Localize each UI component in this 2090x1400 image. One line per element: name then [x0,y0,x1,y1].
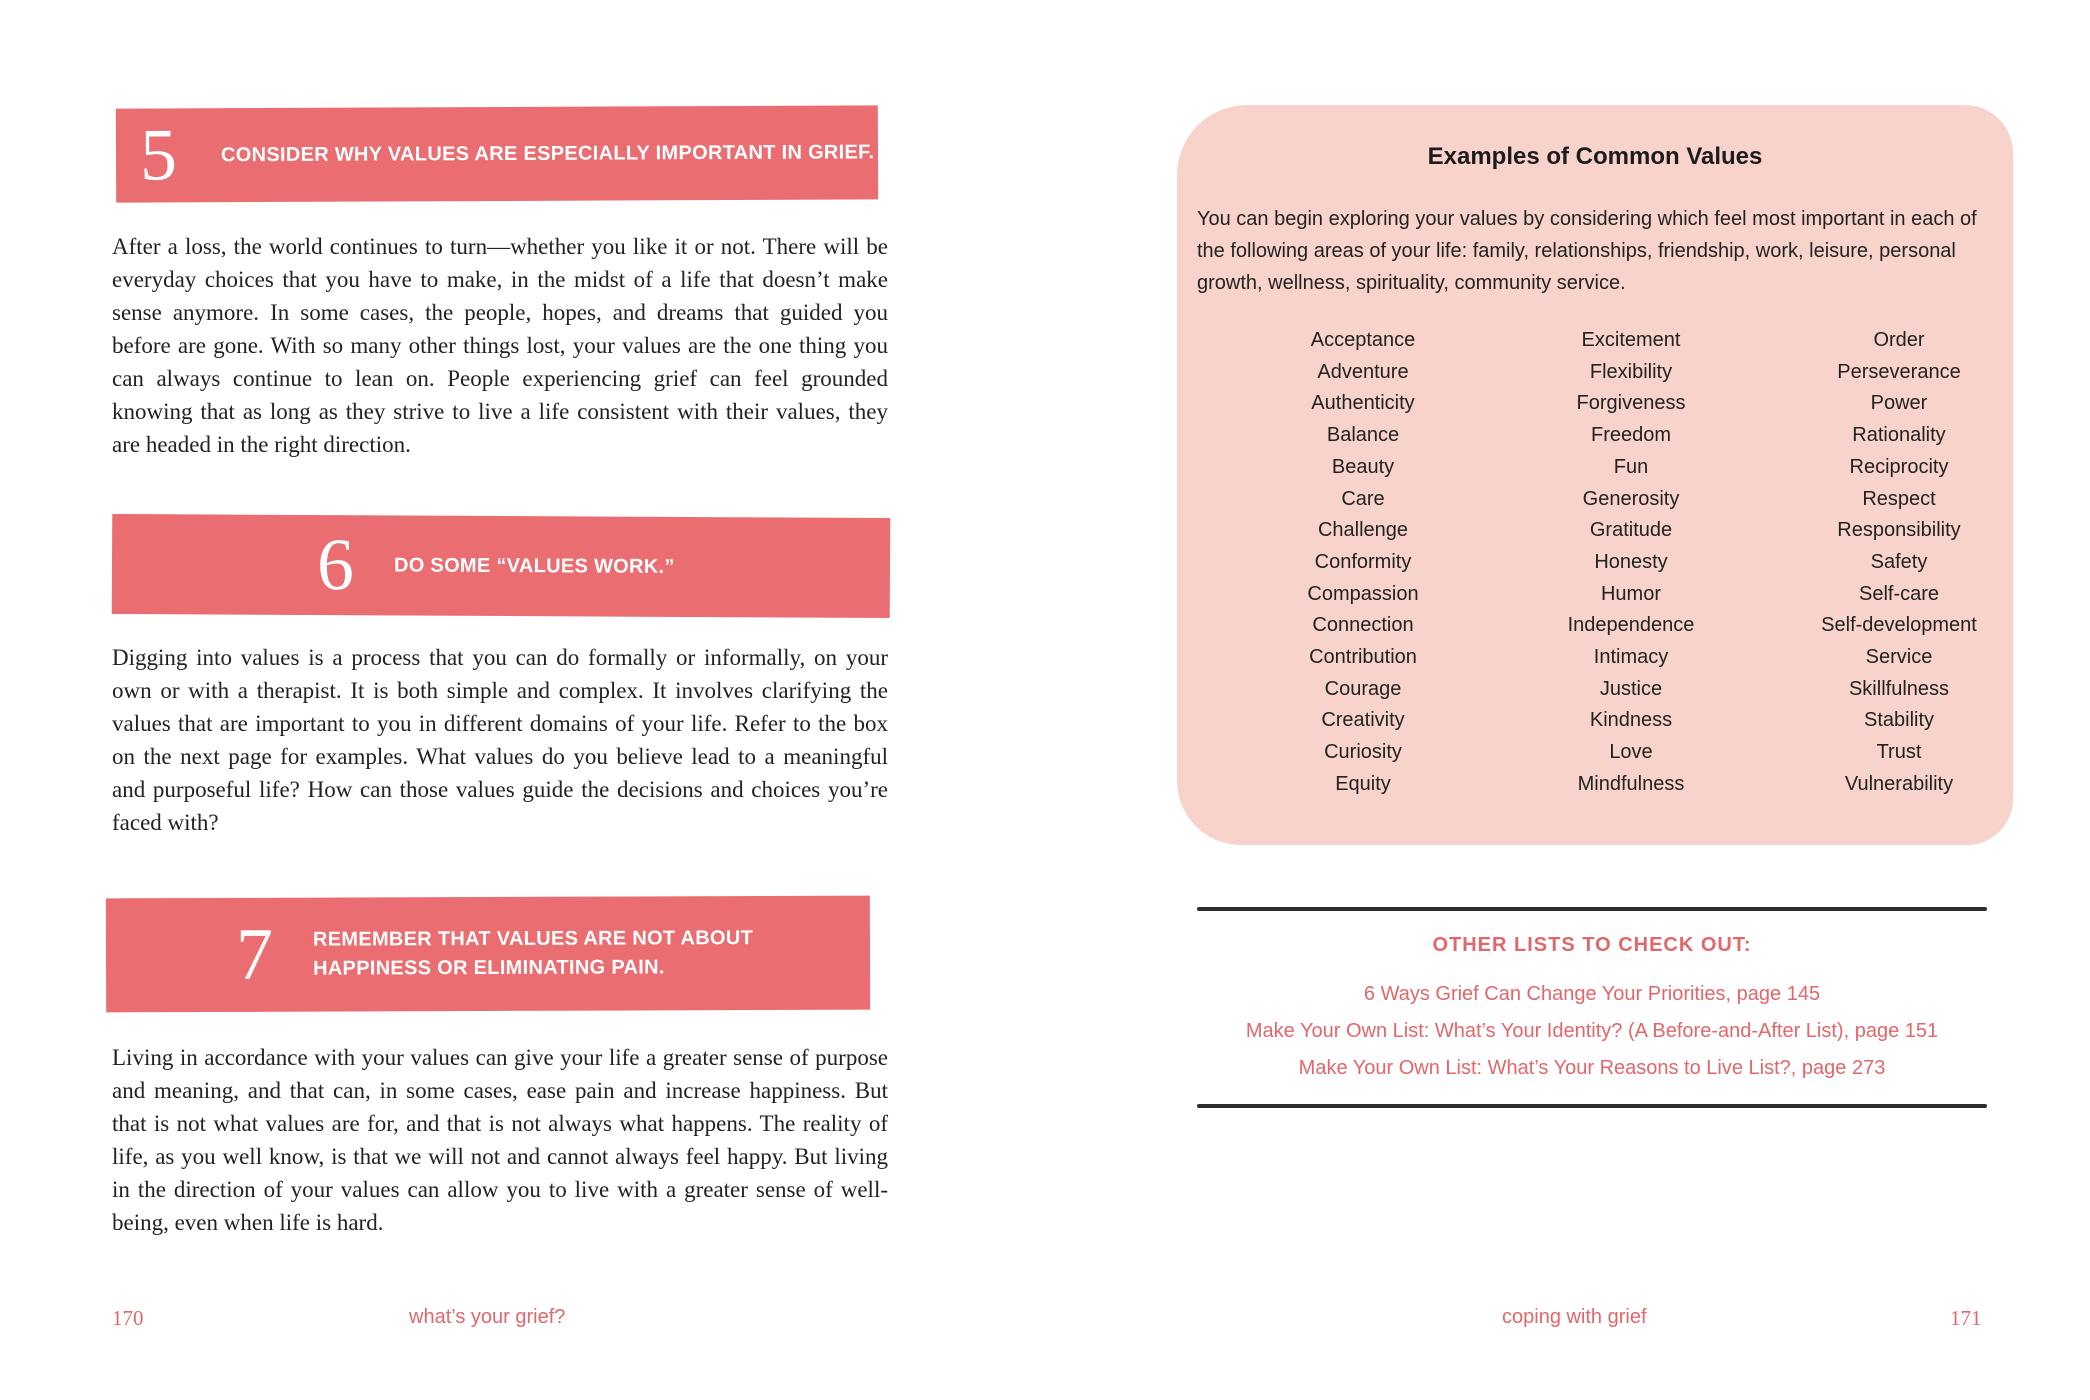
value-item: Humor [1600,582,1661,605]
other-lists [1165,976,2019,1087]
value-item: Compassion [1307,582,1419,605]
section-5-banner [116,105,878,202]
right-running-head: coping with grief [1502,1306,1647,1328]
right-page [1045,0,2090,1400]
common-values-box [1177,105,2013,845]
value-item: Self-development [1821,614,1977,637]
section-7-banner [106,896,870,1013]
value-item: Rationality [1852,424,1946,447]
value-item: Care [1341,487,1385,510]
section-5-body: After a loss, the world continues to turn—whether you like it or not. There will be everyday choices that you have to make, in the midst of a life that doesn’t make sense anymore. In some cases, the people, hopes, and dreams that guided you before are gone. With so many other things lost, your values are the one thing you can always continue to lean on. People experiencing grief can feel grounded knowing that as long as they strive to live a life consistent with their values, they are headed in the right direction. [112,234,888,457]
section-6-body: Digging into values is a process that you can do formally or informally, on your own or with a therapist. It is both simple and complex. It involves clarifying the values that are important to you in different domains of your life. Refer to the box on the next page for examples. What values do you believe lead to a meaningful and purposeful life? How can those values guide the decisions and choices you’re faced with? [112,645,888,835]
values-columns [1177,325,2013,795]
box-intro: You can begin exploring your values by considering which feel most important in each of the following areas of your life: family, relationships, friendship, work, leisure, personal growth, wellness, spirituality, community service. [1197,208,1977,294]
value-item: Connection [1312,614,1414,637]
value-item: Respect [1862,487,1936,510]
value-item: Acceptance [1310,329,1416,351]
value-item: Conformity [1314,550,1412,573]
section-5-title: CONSIDER WHY VALUES ARE ESPECIALLY IMPORTANT IN GRIEF. [220,140,875,166]
value-item: Power [1870,392,1928,415]
value-item: Self-care [1858,582,1940,605]
value-item: Responsibility [1837,519,1961,542]
value-item: Adventure [1317,360,1409,383]
value-item: Curiosity [1324,741,1402,764]
value-item: Kindness [1589,709,1673,732]
value-item: Equity [1335,772,1391,795]
value-item: Contribution [1309,646,1417,669]
value-item: Independence [1567,614,1695,637]
other-list-link: Make Your Own List: What’s Your Identity? (A Before-and-After List), page 151 [1245,1020,1939,1042]
other-lists-heading: OTHER LISTS TO CHECK OUT: [1432,934,1752,956]
left-page-number: 170 [112,1306,144,1330]
section-5-number: 5 [139,114,178,197]
value-item: Challenge [1317,519,1409,542]
value-item: Forgiveness [1576,392,1686,415]
value-item: Excitement [1581,329,1681,351]
divider-bottom [1197,1104,1987,1108]
values-column-2 [1497,325,1765,801]
value-item: Creativity [1321,709,1405,732]
value-item: Trust [1876,741,1922,764]
value-item: Generosity [1582,487,1680,510]
value-item: Reciprocity [1849,455,1949,478]
section-7-title-line-2: HAPPINESS OR ELIMINATING PAIN. [313,956,665,980]
section-6-title: DO SOME “VALUES WORK.” [393,553,675,578]
value-item: Fun [1613,455,1649,478]
value-item: Courage [1324,677,1402,700]
value-item: Safety [1870,550,1928,573]
value-item: Vulnerability [1844,772,1954,795]
value-item: Stability [1863,709,1935,732]
value-item: Intimacy [1593,646,1669,669]
value-item: Beauty [1331,455,1395,478]
value-item: Flexibility [1589,360,1673,383]
right-page-number: 171 [1950,1306,1982,1330]
section-6-number: 6 [316,524,355,607]
section-7-title-line-1: REMEMBER THAT VALUES ARE NOT ABOUT [312,927,754,951]
value-item: Honesty [1594,550,1668,573]
left-running-head: what’s your grief? [409,1306,566,1328]
value-item: Love [1609,741,1653,764]
value-item: Skillfulness [1848,677,1950,700]
value-item: Gratitude [1589,519,1673,542]
value-item: Authenticity [1311,392,1415,415]
section-7-body: Living in accordance with your values can give your life a greater sense of purpose and meaning, and that can, in some cases, ease pain and increase happiness. But that is not what values are for, and that is not always what happens. The reality of life, as you well know, is that we will not and cannot always feel happy. But living in the direction of your values can allow you to live with a greater sense of well-being, even when life is hard. [112,1045,888,1235]
value-item: Balance [1326,424,1400,447]
value-item: Order [1873,329,1925,351]
value-item: Justice [1599,677,1663,700]
value-item: Freedom [1590,424,1672,447]
section-7-title [313,924,753,984]
section-7-number: 7 [235,913,274,996]
value-item: Perseverance [1837,360,1961,383]
section-6-banner [112,514,891,618]
value-item: Mindfulness [1577,772,1685,795]
divider-top [1197,907,1987,911]
value-item: Service [1865,646,1933,669]
other-list-link: 6 Ways Grief Can Change Your Priorities, page 145 [1363,983,1821,1005]
other-list-link: Make Your Own List: What’s Your Reasons to Live List?, page 273 [1298,1057,1886,1079]
box-title: Examples of Common Values [1427,143,1763,170]
values-column-1 [1229,325,1497,801]
values-column-3 [1765,325,2033,801]
